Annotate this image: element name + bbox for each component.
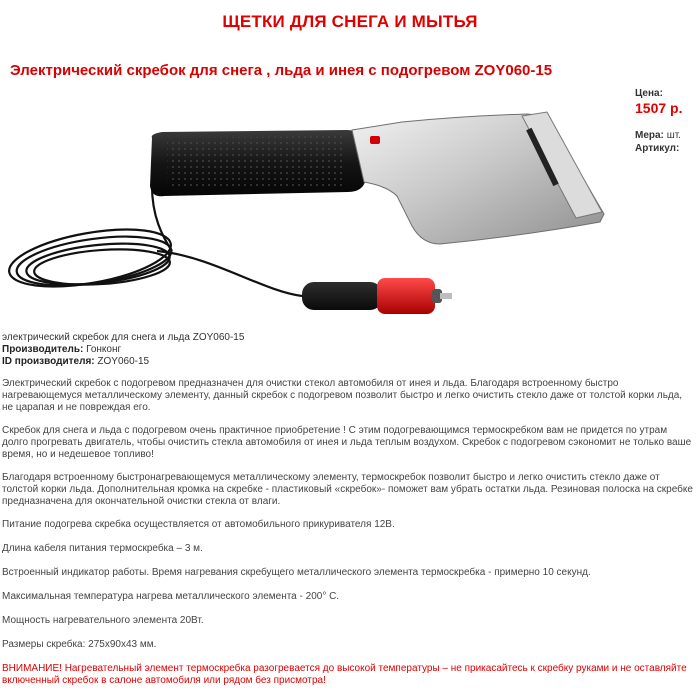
handle-icon [150,130,366,196]
product-meta [2,332,244,368]
spec-dimensions: Размеры скребка: 275х90х43 мм. [2,639,157,650]
indicator-light-icon [370,136,380,144]
manufacturer-row [2,344,244,356]
image-caption: электрический скребок для снега и льда ZOY060-15 [2,332,245,343]
article-label: Артикул: [635,143,680,154]
description-paragraph-1: Электрический скребок с подогревом предназначен для очистки стекол автомобиля от инея и льда. Благодаря встроенному быстро нагревающемуся металлическому элементу, данный скребок с подогревом позволит быстро и легко очистить стекло даже от толстой корки льда, не царапая и не повреждая его. [2,378,683,413]
manufacturer-value: Гонконг [86,344,122,355]
description-paragraph-3: Благодаря встроенному быстронагревающемуся металлическому элементу, термоскребок позволит быстро и легко очистить стекло даже от толстой корки льда. Дополнительная кромка на скребке - пластиковый «скребок»- поможет вам убрать остатки льда. Резиновая полоска на скребке предназначена для окончательной очистки стекла от влаги. [2,472,693,507]
category-title: ЩЕТКИ ДЛЯ СНЕГА И МЫТЬЯ [222,12,478,31]
measure-row [635,130,699,141]
product-title[interactable]: Электрический скребок для снега , льда и инея с подогревом ZOY060-15 [10,62,553,79]
product-description [2,378,695,698]
measure-value: шт. [666,130,681,141]
article-row [635,143,699,154]
product-image [2,86,627,332]
price-value: 1507 р. [635,100,683,116]
cigarette-plug-icon [302,278,452,314]
description-paragraph-2: Скребок для снега и льда с подогревом очень практичное приобретение ! С этим подогревающимся термоскребком вам не придется по утрам долго прогревать двигатель, чтобы очистить стекла автомобиля от инея и льда теплым воздухом. Скребок с подогревом сэкономит не только ваше время, но и недешевое топливо! [2,425,692,460]
spec-power-supply: Питание подогрева скребка осуществляется от автомобильного прикуривателя 12В. [2,519,395,530]
manufacturer-id-row [2,356,244,368]
price-label: Цена: [635,88,663,99]
spec-indicator: Встроенный индикатор работы. Время нагревания скребущего металлического элемента термоскребка - примерно 10 секунд. [2,567,591,578]
manufacturer-label: Производитель: [2,344,84,355]
spec-max-temperature: Максимальная температура нагрева металлического элемента - 200° С. [2,591,340,602]
warning-text: ВНИМАНИЕ! Нагревательный элемент термоскребка разогревается до высокой температуры – не прикасайтесь к скребку руками и не оставляйте включенный скребок в салоне автомобиля или рядом без присмотра! [2,663,687,686]
scraper-blade-icon [352,112,604,244]
manufacturer-id-value: ZOY060-15 [97,356,150,367]
measure-label: Мера: [635,130,664,141]
manufacturer-id-label: ID производителя: [2,356,95,367]
spec-power: Мощность нагревательного элемента 20Вт. [2,615,204,626]
product-side-info [635,88,699,154]
spec-cable-length: Длина кабеля питания термоскребка – 3 м. [2,543,203,554]
